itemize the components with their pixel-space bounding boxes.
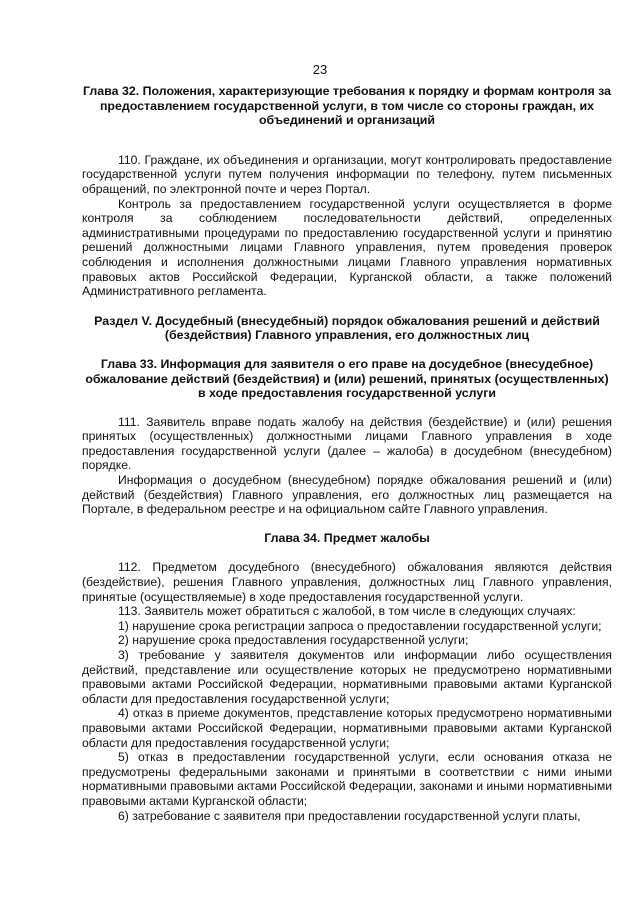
paragraph-111: 111. Заявитель вправе подать жалобу на действия (бездействие) и (или) решения принятых (осуществленных) должностными лицами Главного управления в ходе предоставления государственной услуги (далее – жалоба) в досудебном (внесудебном) порядке. [82,414,612,473]
list-item: 2) нарушение срока предоставления государственной услуги; [118,633,469,648]
document-body [82,84,612,823]
page-number: 23 [312,62,328,77]
list-item: 1) нарушение срока регистрации запроса о предоставлении государственной услуги; [118,618,602,633]
list-item: 5) отказ в предоставлении государственной услуги, если основания отказа не предусмотрены федеральными законами и принятыми в соответствии с ними иными нормативными правовыми актами Российской Федерации, законами и иными нормативными правовыми актами Курганской области; [82,750,613,808]
section-5-heading: Раздел V. Досудебный (внесудебный) порядок обжалования решений и действий (бездействия) Главного управления, его должностных лиц [94,313,600,343]
chapter-33-heading: Глава 33. Информация для заявителя о его праве на досудебное (внесудебное) обжалование действий (бездействия) и (или) решений, принятых (осуществленных) в ходе предоставления государственной услуги [85,356,609,401]
chapter-34-heading: Глава 34. Предмет жалобы [264,530,430,545]
chapter-32-heading: Глава 32. Положения, характеризующие требования к порядку и формам контроля за предоставлением государственной услуги, в том числе со стороны граждан, их объединений и организаций [82,84,611,128]
paragraph-110: 110. Граждане, их объединения и организации, могут контролировать предоставление государственной услуги путем получения информации по телефону, путем письменных обращений, по электронной почте и через Портал. [82,152,612,196]
paragraph-112: 112. Предметом досудебного (внесудебного) обжалования являются действия (бездействие), решения Главного управления, должностных лиц Главного управления, принятые (осуществляемые) в ходе предоставления государственной услуги. [82,560,612,604]
paragraph-110-control: Контроль за предоставлением государственной услуги осуществляется в форме контроля за соблюдением последовательности действий, определенных административными процедурами по предоставлению государственной услуги и принятию решений должностными лицами Главного управления, путем проведения проверок соблюдения и исполнения должностными лицами Главного управления нормативных правовых актов Российской Федерации, Курганской области, а также положений Административного регламента. [82,196,612,299]
paragraph-113: 113. Заявитель может обратиться с жалобой, в том числе в следующих случаях: [118,604,576,619]
list-item: 6) затребование с заявителя при предоставлении государственной услуги платы, [118,808,581,823]
paragraph-111-info: Информация о досудебном (внесудебном) порядке обжалования решений и (или) действий (бездействия) Главного управления, его должностных лиц размещается на Портале, в федеральном реестре и на официальном сайте Главного управления. [82,473,612,517]
list-item: 4) отказ в приеме документов, представление которых предусмотрено нормативными правовыми актами Российской Федерации, нормативными правовыми актами Курганской области для предоставления государственной услуги; [82,706,612,750]
list-item: 3) требование у заявителя документов или информации либо осуществления действий, представление или осуществление которых не предусмотрено нормативными правовыми актами Российской Федерации, нормативными правовыми актами Курганской области для предоставления государственной услуги; [82,648,612,706]
